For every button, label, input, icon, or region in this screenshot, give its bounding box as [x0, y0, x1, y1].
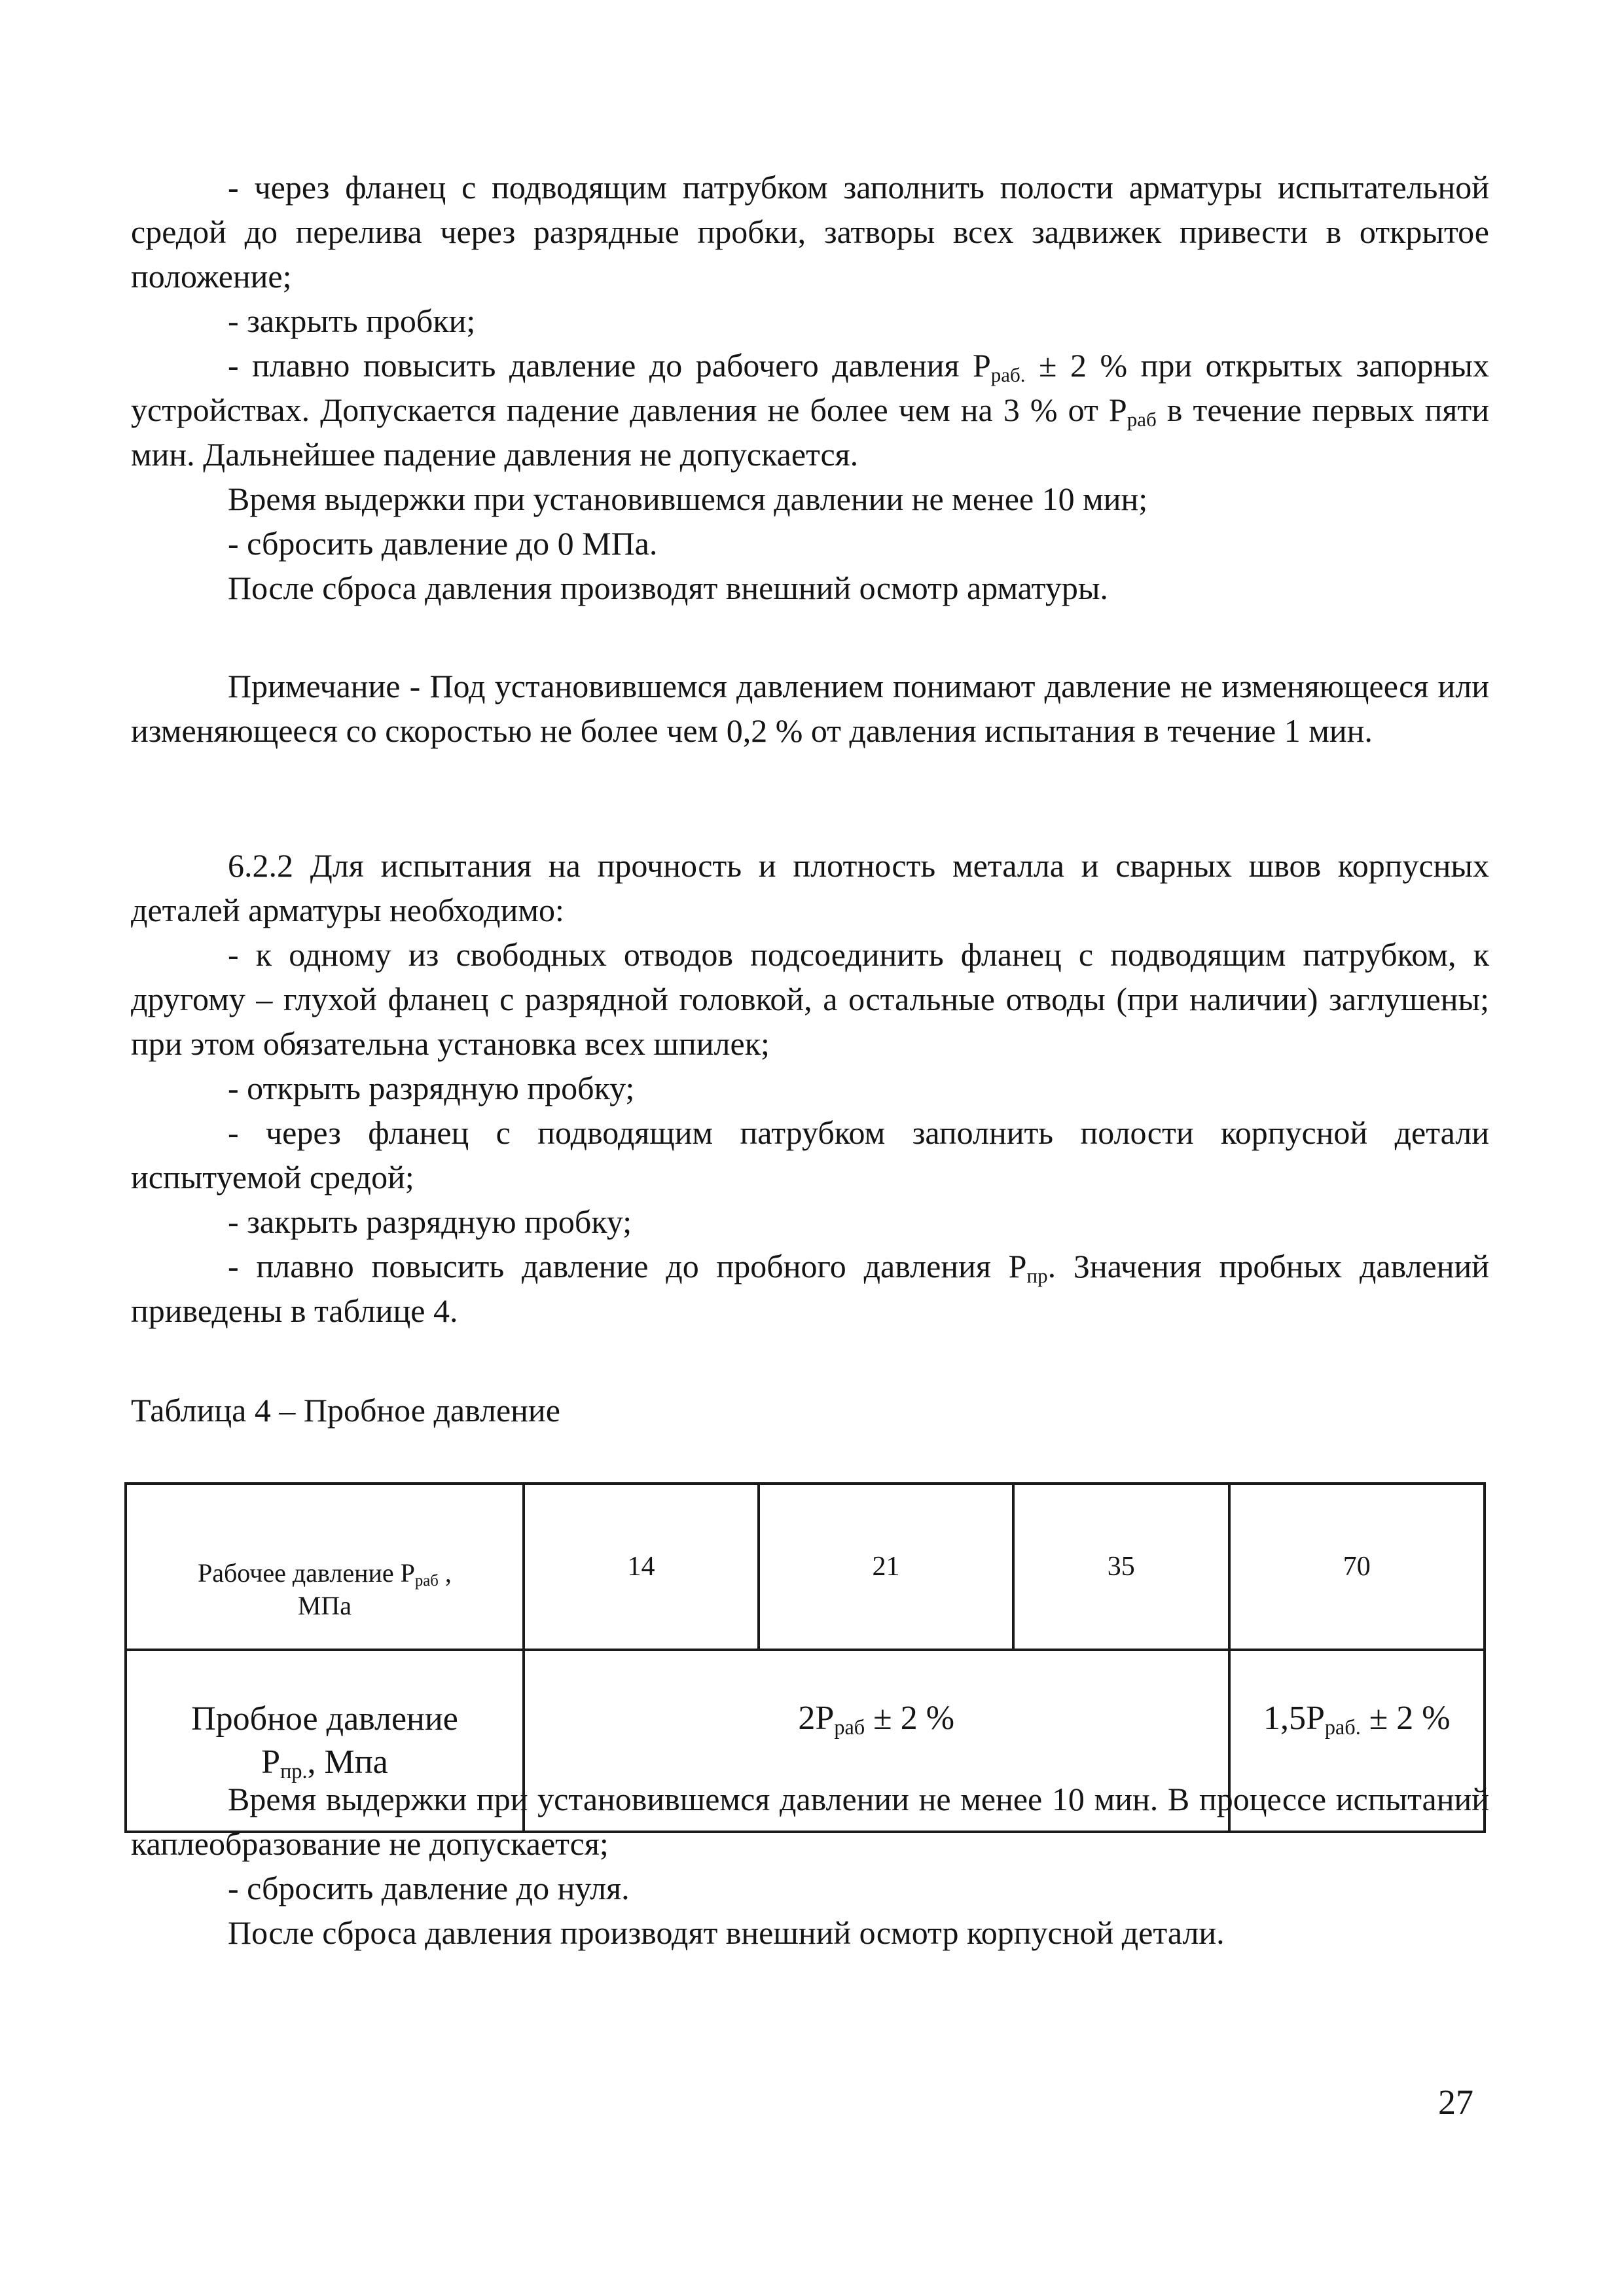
- paragraph: - через фланец с подводящим патрубком заполнить полости корпусной детали испытуемой средой;: [131, 1114, 1489, 1195]
- paragraph: - к одному из свободных отводов подсоединить фланец с подводящим патрубком, к другому – глухой фланец с разрядной головкой, а остальные отводы (при наличии) заглушены; при этом обязательна установка всех шпилек;: [131, 936, 1489, 1062]
- table-cell: 21: [759, 1484, 1013, 1650]
- paragraph: После сброса давления производят внешний осмотр арматуры.: [228, 570, 1108, 606]
- paragraph: - сбросить давление до нуля.: [228, 1870, 630, 1906]
- text-run: 2P: [798, 1700, 835, 1737]
- paragraph: - закрыть разрядную пробку;: [228, 1203, 632, 1240]
- note-text: Примечание - Под установившемся давлением понимают давление не изменяющееся или изменяющееся со скоростью не более чем 0,2 % от давления испытания в течение 1 мин.: [131, 668, 1489, 749]
- table-caption: Таблица 4 – Пробное давление: [131, 1392, 560, 1429]
- subscript: раб: [834, 1715, 865, 1740]
- subscript: раб: [414, 1572, 439, 1590]
- subscript: раб: [1127, 407, 1157, 431]
- text-run: . Значения пробных давлений приведены в таблице 4.: [131, 1248, 1489, 1329]
- table-cell: 35: [1013, 1484, 1229, 1650]
- paragraph: После сброса давления производят внешний осмотр корпусной детали.: [228, 1914, 1225, 1951]
- page-number: 27: [1438, 2083, 1473, 2122]
- text-run: - плавно повысить давление до пробного давления P: [228, 1248, 1027, 1285]
- note-block: [131, 664, 1489, 753]
- paragraph: - сбросить давление до 0 МПа.: [228, 525, 658, 562]
- working-pressure-header: [126, 1484, 524, 1650]
- subscript: пр: [1026, 1264, 1048, 1287]
- text-run: ± 2 % при открытых запорных устройствах. Допускается падение давления не более чем на 3 % от P: [131, 347, 1489, 428]
- text-run: , Мпа: [307, 1743, 388, 1781]
- text-run: Рабочее давление P: [197, 1558, 415, 1588]
- text-run: - плавно повысить давление до рабочего давления P: [228, 347, 991, 384]
- text-run: Пробное давление: [191, 1700, 458, 1738]
- paragraph: Время выдержки при установившемся давлении не менее 10 мин;: [228, 481, 1148, 517]
- paragraph: - закрыть пробки;: [228, 302, 476, 339]
- subscript: пр.: [280, 1759, 308, 1783]
- section-2: [131, 843, 1489, 1333]
- paragraph: [131, 1244, 1489, 1333]
- table-row: [126, 1484, 1485, 1650]
- subscript: раб.: [1324, 1715, 1361, 1740]
- table-cell: 14: [524, 1484, 759, 1650]
- text-run: ,: [438, 1558, 452, 1588]
- subscript: раб.: [990, 363, 1026, 386]
- paragraph: - открыть разрядную пробку;: [228, 1070, 635, 1106]
- text-run: ± 2 %: [1360, 1700, 1451, 1737]
- section-3: [131, 1777, 1489, 1955]
- text-run: P: [261, 1743, 281, 1781]
- text-run: ± 2 %: [865, 1700, 955, 1737]
- paragraph: - через фланец с подводящим патрубком заполнить полости арматуры испытательной средой до перелива через разрядные пробки, затворы всех задвижек привести в открытое положение;: [131, 169, 1489, 295]
- table-cell: 70: [1229, 1484, 1485, 1650]
- text-run: в течение первых пяти мин. Дальнейшее падение давления не допускается.: [131, 392, 1489, 473]
- unit-label: МПа: [297, 1591, 352, 1620]
- paragraph: [131, 343, 1489, 477]
- section-1: [131, 165, 1489, 610]
- text-run: 1,5P: [1263, 1700, 1325, 1737]
- paragraph: 6.2.2 Для испытания на прочность и плотность металла и сварных швов корпусных деталей арматуры необходимо:: [131, 847, 1489, 928]
- paragraph: Время выдержки при установившемся давлении не менее 10 мин. В процессе испытаний каплеобразование не допускается;: [131, 1781, 1489, 1862]
